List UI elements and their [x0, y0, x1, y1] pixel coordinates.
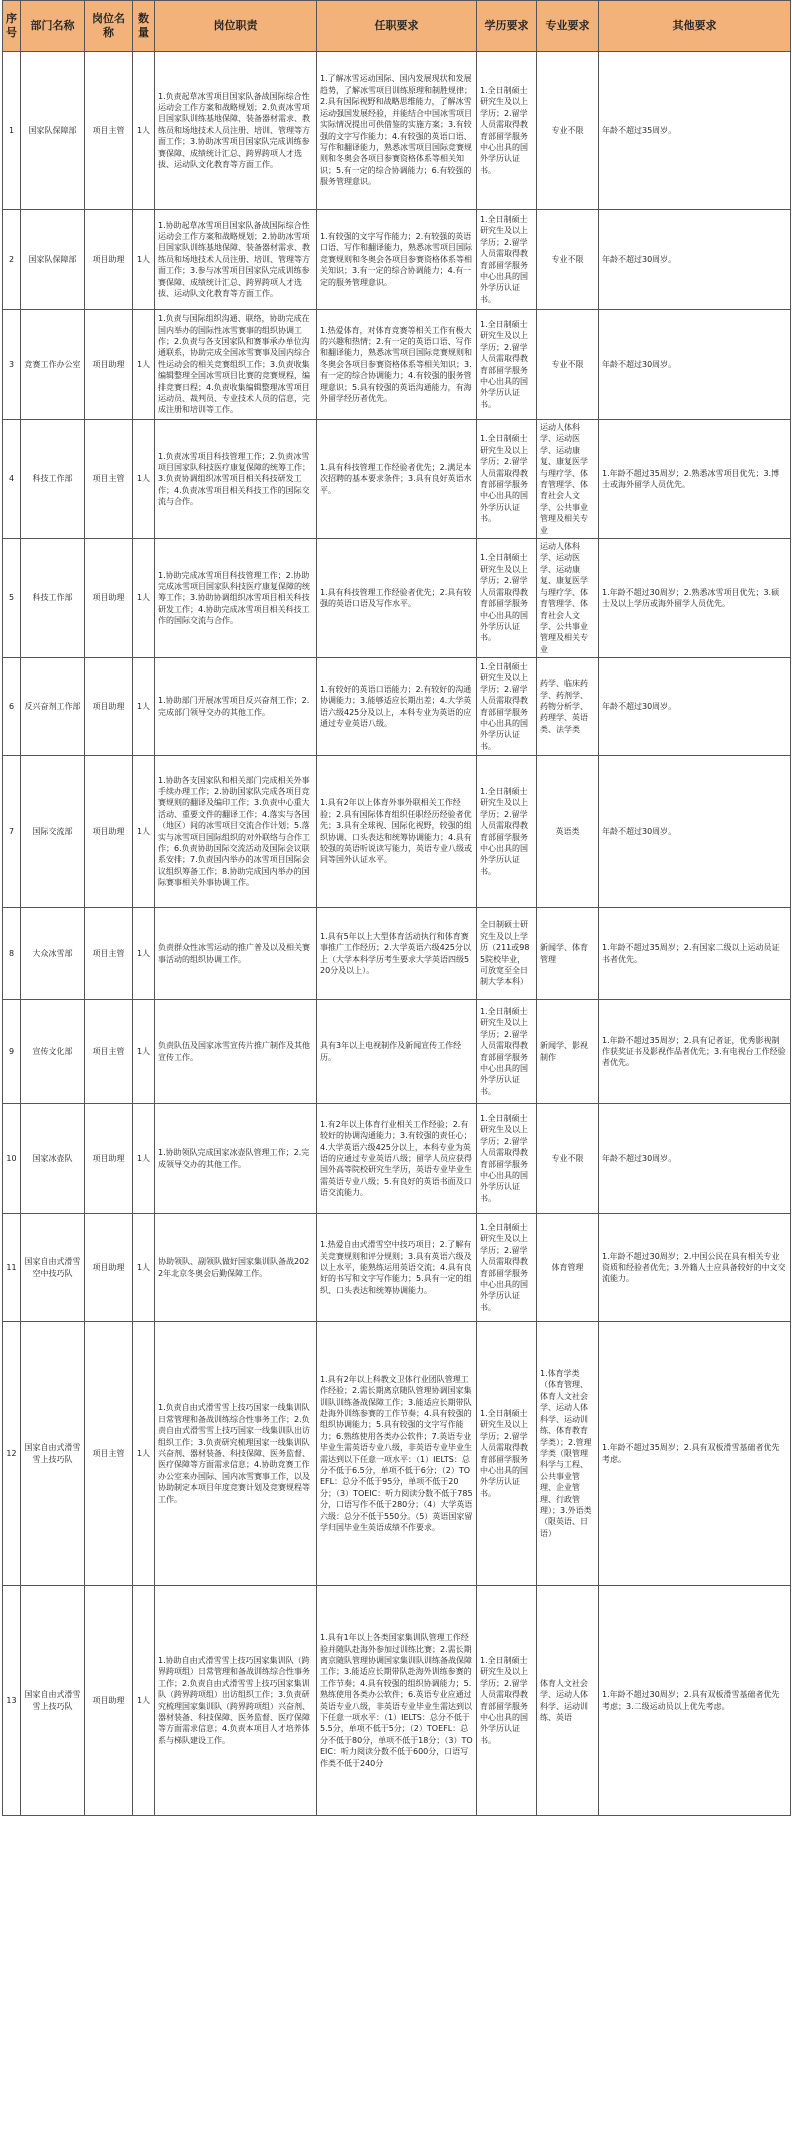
table-row: [3, 1104, 791, 1214]
cell-post: 项目助理: [85, 1586, 133, 1816]
cell-count: 1人: [133, 1000, 155, 1104]
cell-post: 项目主管: [85, 1000, 133, 1104]
cell-count: 1人: [133, 310, 155, 420]
cell-edu: 1.全日制硕士研究生及以上学历；2.留学人员需取得教育部留学服务中心出具的国外学历认证书。: [477, 52, 537, 210]
cell-req: 1.具有2年以上体育外事外联相关工作经验；2.具有国际体育组织任职经历经验者优先；3.具有全球视、国际化视野，较强的组织协调、口头表达和统筹协调能力；4.具有较强的英语听说读写能力，英语专业八级或同等国外认证水平。: [317, 756, 477, 908]
cell-no: 1: [3, 52, 21, 210]
cell-post: 项目主管: [85, 1322, 133, 1586]
cell-duty: 1.协助完成冰雪项目科技管理工作；2.协助完成冰雪项目国家队科技医疗康复保障的统筹工作；3.协助协调组织冰雪项目相关科技研发工作；4.协助完成冰雪项目相关科技工作的国际交流与合作。: [155, 539, 317, 658]
cell-duty: 协助领队、副领队做好国家集训队备战2022年北京冬奥会后勤保障工作。: [155, 1214, 317, 1322]
cell-edu: 1.全日制硕士研究生及以上学历；2.留学人员需取得教育部留学服务中心出具的国外学历认证书。: [477, 1214, 537, 1322]
table-row: [3, 210, 791, 310]
cell-no: 2: [3, 210, 21, 310]
cell-edu: 1.全日制硕士研究生及以上学历；2.留学人员需取得教育部留学服务中心出具的国外学历认证书。: [477, 1322, 537, 1586]
cell-dept: 国家自由式滑雪雪上技巧队: [21, 1322, 85, 1586]
cell-edu: 1.全日制硕士研究生及以上学历；2.留学人员需取得教育部留学服务中心出具的国外学历认证书。: [477, 1104, 537, 1214]
cell-edu: 1.全日制硕士研究生及以上学历；2.留学人员需取得教育部留学服务中心出具的国外学历认证书。: [477, 420, 537, 539]
cell-dept: 国际交流部: [21, 756, 85, 908]
cell-edu: 1.全日制硕士研究生及以上学历；2.留学人员需取得教育部留学服务中心出具的国外学历认证书。: [477, 756, 537, 908]
cell-major: 专业不限: [537, 52, 599, 210]
cell-major: 专业不限: [537, 210, 599, 310]
cell-req: 1.具有科技管理工作经验者优先；2.具有较强的英语口语及写作水平。: [317, 539, 477, 658]
recruitment-table: [2, 0, 791, 1816]
cell-dept: 国家自由式滑雪雪上技巧队: [21, 1586, 85, 1816]
table-row: [3, 756, 791, 908]
header-dept: 部门名称: [21, 1, 85, 52]
cell-count: 1人: [133, 539, 155, 658]
cell-dept: 科技工作部: [21, 420, 85, 539]
cell-dept: 国家队保障部: [21, 210, 85, 310]
cell-no: 9: [3, 1000, 21, 1104]
cell-no: 11: [3, 1214, 21, 1322]
cell-other: 年龄不超过30周岁。: [599, 210, 791, 310]
cell-other: 年龄不超过30周岁。: [599, 1104, 791, 1214]
cell-post: 项目助理: [85, 310, 133, 420]
cell-req: 1.有2年以上体育行业相关工作经验；2.有较好的协调沟通能力；3.有较强的责任心；4.大学英语六级425分以上，本科专业为英语的应通过专业英语八级；留学人员应获得国外高等院校研究生学历，英语专业毕业生需英语专业八级；5.有良好的英语书面及口语交流能力。: [317, 1104, 477, 1214]
cell-other: 1.年龄不超过30周岁；2.具有双板滑雪基础者优先考虑；3.二级运动员以上优先考虑。: [599, 1586, 791, 1816]
cell-req: 1.有较强的文字写作能力；2.有较强的英语口语、写作和翻译能力，熟悉冰雪项目国际竞赛规则和冬奥会各项目参赛资格体系等相关知识；3.有一定的综合协调能力；4.有一定的服务管理意识。: [317, 210, 477, 310]
cell-no: 4: [3, 420, 21, 539]
header-other: 其他要求: [599, 1, 791, 52]
cell-other: 1.年龄不超过35周岁；2.熟悉冰雪项目优先；3.博士或海外留学人员优先。: [599, 420, 791, 539]
cell-duty: 1.协助领队完成国家冰壶队管理工作；2.完成领导交办的其他工作。: [155, 1104, 317, 1214]
cell-post: 项目助理: [85, 1214, 133, 1322]
cell-duty: 1.负责与国际组织沟通、联络，协助完成在国内举办的国际性冰雪赛事的组织协调工作；2.负责与各支国家队和赛事承办单位沟通联系，协助完成全国冰雪赛事及国内综合性运动会的相关竞赛组织工作；3.负责收集编辑整理全国冰雪项目比赛的竞赛规程，编排竞赛日程；4.负责收集编辑整理冰雪项目运动员、裁判员、专业技术人员的信息，完成注册和培训等工作。: [155, 310, 317, 420]
table-row: [3, 539, 791, 658]
cell-major: 运动人体科学、运动医学、运动康复、康复医学与理疗学、体育管理学、体育社会人文学、公共事业管理及相关专业: [537, 420, 599, 539]
cell-count: 1人: [133, 1322, 155, 1586]
cell-post: 项目助理: [85, 658, 133, 756]
cell-other: 1.年龄不超过35周岁；2.具有记者证，优秀影视制作获奖证书及影视作品者优先；3.有电视台工作经验者优先。: [599, 1000, 791, 1104]
cell-duty: 1.协助各支国家队和相关部门完成相关外事手续办理工作；2.协助国家队完成各项目竞赛规则的翻译及编印工作；3.负责中心重大活动、重要文件的翻译工作；4.落实与各国（地区）间的冰雪项目交流合作计划；5.落实与冰雪项目国际组织的对外联络与合作工作；6.负责协助国际交流活动及国际会议联系安排；7.负责国内举办的冰雪项目国际会议组织筹备工作；8.协助完成国内举办的国际赛事相关外事协调工作。: [155, 756, 317, 908]
cell-major: 英语类: [537, 756, 599, 908]
cell-other: 1.年龄不超过35周岁；2.具有双板滑雪基础者优先考虑。: [599, 1322, 791, 1586]
cell-no: 10: [3, 1104, 21, 1214]
cell-duty: 1.协助自由式滑雪雪上技巧国家集训队（跨界跨项组）日常管理和备战训练综合性事务工作；2.负责自由式滑雪雪上技巧国家集训队（跨界跨项组）出访组织工作；3.负责研究梳理国家集训队（跨界跨项组）兴奋剂、器材装备、科技保障、医务监督、医疗保障等方面需求信息；4.负责本项目人才培养体系与梯队建设工作。: [155, 1586, 317, 1816]
cell-duty: 1.协助部门开展冰雪项目反兴奋剂工作；2.完成部门领导交办的其他工作。: [155, 658, 317, 756]
cell-major: 专业不限: [537, 1104, 599, 1214]
cell-count: 1人: [133, 1214, 155, 1322]
table-row: [3, 310, 791, 420]
table-row: [3, 420, 791, 539]
cell-major: 专业不限: [537, 310, 599, 420]
cell-count: 1人: [133, 210, 155, 310]
cell-major: 新闻学、体育管理: [537, 908, 599, 1000]
cell-other: 年龄不超过30周岁。: [599, 310, 791, 420]
cell-req: 具有3年以上电视制作及新闻宣传工作经历。: [317, 1000, 477, 1104]
header-edu: 学历要求: [477, 1, 537, 52]
header-req: 任职要求: [317, 1, 477, 52]
cell-other: 1.年龄不超过30周岁；2.熟悉冰雪项目优先；3.硕士及以上学历或海外留学人员优先。: [599, 539, 791, 658]
cell-other: 1.年龄不超过35周岁；2.有国家二级以上运动员证书者优先。: [599, 908, 791, 1000]
cell-no: 3: [3, 310, 21, 420]
cell-edu: 1.全日制硕士研究生及以上学历；2.留学人员需取得教育部留学服务中心出具的国外学历认证书。: [477, 539, 537, 658]
header-major: 专业要求: [537, 1, 599, 52]
cell-post: 项目助理: [85, 1104, 133, 1214]
cell-duty: 负责队伍及国家冰雪宣传片推广制作及其他宣传工作。: [155, 1000, 317, 1104]
cell-count: 1人: [133, 52, 155, 210]
cell-dept: 反兴奋剂工作部: [21, 658, 85, 756]
cell-post: 项目助理: [85, 756, 133, 908]
cell-req: 1.有较好的英语口语能力；2.有较好的沟通协调能力；3.能够适应长期出差；4.大学英语六级425分及以上，本科专业为英语的应通过专业英语八级。: [317, 658, 477, 756]
cell-major: 体育管理: [537, 1214, 599, 1322]
cell-req: 1.具有5年以上大型体育活动执行和体育赛事推广工作经历；2.大学英语六级425分以上（大学本科学历考生要求大学英语四级520分及以上）。: [317, 908, 477, 1000]
cell-other: 年龄不超过30周岁。: [599, 756, 791, 908]
cell-edu: 1.全日制硕士研究生及以上学历；2.留学人员需取得教育部留学服务中心出具的国外学历认证书。: [477, 658, 537, 756]
cell-post: 项目助理: [85, 539, 133, 658]
cell-no: 13: [3, 1586, 21, 1816]
cell-dept: 大众冰雪部: [21, 908, 85, 1000]
cell-duty: 1.负责起草冰雪项目国家队备战国际综合性运动会工作方案和战略规划；2.负责冰雪项目国家队训练基地保障、装备器材需求、教练员和场地技术人员注册、培训、管理等方面工作；3.协助冰雪项目国家队完成训练参赛保障、成绩统计汇总、跨界跨项人才选拔、运动队文化教育等方面工作。: [155, 52, 317, 210]
header-duty: 岗位职责: [155, 1, 317, 52]
header-count: 数量: [133, 1, 155, 52]
cell-other: 年龄不超过30周岁。: [599, 658, 791, 756]
cell-count: 1人: [133, 908, 155, 1000]
cell-other: 1.年龄不超过30周岁；2.中国公民在具有相关专业资质和经验者优先；3.外籍人士应具备较好的中文交流能力。: [599, 1214, 791, 1322]
header-row: [3, 1, 791, 52]
table-row: [3, 52, 791, 210]
cell-req: 1.具有2年以上科教文卫体行业团队管理工作经验；2.需长期离京随队管理协调国家集训队训练备战保障工作；3.能适应长期带队赴海外训练参赛的工作节奏；4.具有较强的组织协调能力；5.具有较强的文字写作能力；6.熟练使用各类办公软件；7.英语专业毕业生需英语专业八级，非英语专业毕业生需达到以下任意一项水平：（1）IELTS：总分不低于6.5分，单项不低于6分；（2）TOEFL：总分不低于95分，单项不低于20分；（3）TOEIC：听力阅读分数不低于785分，口语写作不低于280分；（4）大学英语六级：总分不低于550分。（5）英语国家留学归国毕业生英语成绩不作要求。: [317, 1322, 477, 1586]
cell-no: 12: [3, 1322, 21, 1586]
table-row: [3, 908, 791, 1000]
cell-major: 1.体育学类（体育管理、体育人文社会学、运动人体科学、运动训练、体育教育学类）；2.管理学类（限管理科学与工程、公共事业管理、企业管理、行政管理）；3.外语类（限英语、日语）: [537, 1322, 599, 1586]
table-row: [3, 1000, 791, 1104]
cell-dept: 国家队保障部: [21, 52, 85, 210]
cell-count: 1人: [133, 658, 155, 756]
table-header: [3, 1, 791, 52]
cell-edu: 1.全日制硕士研究生及以上学历；2.留学人员需取得教育部留学服务中心出具的国外学历认证书。: [477, 1586, 537, 1816]
cell-post: 项目主管: [85, 52, 133, 210]
header-no: 序号: [3, 1, 21, 52]
cell-req: 1.具有科技管理工作经验者优先；2.满足本次招聘的基本要求条件；3.具有良好英语水平。: [317, 420, 477, 539]
table-row: [3, 1214, 791, 1322]
cell-no: 8: [3, 908, 21, 1000]
header-post: 岗位名称: [85, 1, 133, 52]
cell-req: 1.具有1年以上各类国家集训队管理工作经验并随队赴海外参加过训练比赛；2.需长期离京随队管理协调国家集训队训练备战保障工作；3.能适应长期带队赴海外训练参赛的工作节奏；4.具有较强的组织协调能力；5.熟练使用各类办公软件；6.英语专业应通过英语专业八级，非英语专业毕业生需达到以下任意一项水平：（1）IELTS：总分不低于5.5分，单项不低于5分；（2）TOEFL：总分不低于80分，单项不低于18分；（3）TOEIC：听力阅读分数不低于600分，口语写作类不低于240分: [317, 1586, 477, 1816]
cell-post: 项目主管: [85, 908, 133, 1000]
table-body: [3, 52, 791, 1816]
cell-count: 1人: [133, 1104, 155, 1214]
cell-no: 6: [3, 658, 21, 756]
cell-dept: 宣传文化部: [21, 1000, 85, 1104]
cell-duty: 负责群众性冰雪运动的推广普及以及相关赛事活动的组织协调工作。: [155, 908, 317, 1000]
cell-dept: 竞赛工作办公室: [21, 310, 85, 420]
cell-req: 1.热爱自由式滑雪空中技巧项目；2.了解有关竞赛规则和评分规则；3.具有英语六级及以上水平，能熟练运用英语交流；4.具有良好的书写和文字写作能力；5.具有一定的组织、口头表达和统筹协调能力。: [317, 1214, 477, 1322]
cell-req: 1.了解冰雪运动国际、国内发展现状和发展趋势，了解冰雪项目训练原理和制胜规律；2.具有国际视野和战略思维能力，了解冰雪运动强国发展经验，并能结合中国冰雪项目实际情况提出可供借鉴的实施方案；3.有较强的文字写作能力；4.有较强的英语口语、写作和翻译能力，熟悉冰雪项目国际竞赛规则和冬奥会各项目参赛资格体系等相关知识；5.有一定的综合协调能力；6.有较强的服务管理意识。: [317, 52, 477, 210]
cell-count: 1人: [133, 756, 155, 908]
cell-major: 体育人文社会学、运动人体科学、运动训练、英语: [537, 1586, 599, 1816]
cell-edu: 1.全日制硕士研究生及以上学历；2.留学人员需取得教育部留学服务中心出具的国外学历认证书。: [477, 1000, 537, 1104]
cell-edu: 1.全日制硕士研究生及以上学历；2.留学人员需取得教育部留学服务中心出具的国外学历认证书。: [477, 310, 537, 420]
cell-count: 1人: [133, 1586, 155, 1816]
cell-no: 7: [3, 756, 21, 908]
cell-duty: 1.协助起草冰雪项目国家队备战国际综合性运动会工作方案和战略规划；2.协助冰雪项目国家队训练基地保障、装备器材需求、教练员和场地技术人员注册、培训、管理等方面工作；3.参与冰雪项目国家队完成训练参赛保障、成绩统计汇总、跨界跨项人才选拔、运动队文化教育等方面工作。: [155, 210, 317, 310]
cell-post: 项目主管: [85, 420, 133, 539]
cell-count: 1人: [133, 420, 155, 539]
cell-other: 年龄不超过35周岁。: [599, 52, 791, 210]
cell-duty: 1.负责冰雪项目科技管理工作；2.负责冰雪项目国家队科技医疗康复保障的统筹工作；3.负责协调组织冰雪项目相关科技研发工作；4.负责冰雪项目相关科技工作的国际交流与合作。: [155, 420, 317, 539]
table-row: [3, 1322, 791, 1586]
table-row: [3, 1586, 791, 1816]
cell-edu: 1.全日制硕士研究生及以上学历；2.留学人员需取得教育部留学服务中心出具的国外学历认证书。: [477, 210, 537, 310]
cell-post: 项目助理: [85, 210, 133, 310]
cell-dept: 国家自由式滑雪空中技巧队: [21, 1214, 85, 1322]
cell-major: 运动人体科学、运动医学、运动康复、康复医学与理疗学、体育管理学、体育社会人文学、公共事业管理及相关专业: [537, 539, 599, 658]
cell-major: 新闻学、影视制作: [537, 1000, 599, 1104]
cell-dept: 国家冰壶队: [21, 1104, 85, 1214]
cell-major: 药学、临床药学、药剂学、药物分析学、药理学、英语类、法学类: [537, 658, 599, 756]
cell-req: 1.热爱体育，对体育竞赛等相关工作有极大的兴趣和热情；2.有一定的英语口语、写作和翻译能力，熟悉冰雪项目国际竞赛规则和冬奥会各项目参赛资格体系等相关知识；3.有一定的综合协调能力；4.有较强的服务管理意识；5.具有较强的英语沟通能力，有海外留学经历者优先。: [317, 310, 477, 420]
cell-no: 5: [3, 539, 21, 658]
cell-edu: 全日制硕士研究生及以上学历（211或985院校毕业，可放宽至全日制大学本科）: [477, 908, 537, 1000]
cell-dept: 科技工作部: [21, 539, 85, 658]
table-row: [3, 658, 791, 756]
cell-duty: 1.负责自由式滑雪雪上技巧国家一线集训队日常管理和备战训练综合性事务工作；2.负责自由式滑雪雪上技巧国家一线集训队出访组织工作；3.负责研究梳理国家一线集训队兴奋剂、器材装备、科技保障、医务监督、医疗保障等方面需求信息；4.协助竞赛工作办公室来办国际、国内冰雪赛事工作，以及协助制定本项目年度竞赛计划及竞赛规程等工作。: [155, 1322, 317, 1586]
